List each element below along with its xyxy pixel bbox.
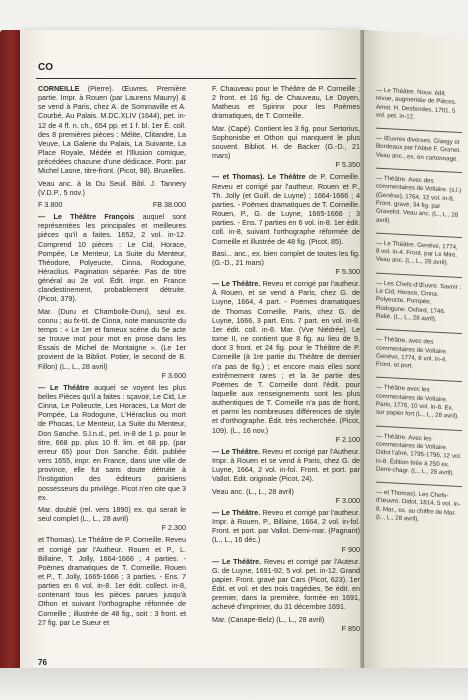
- price-value: F 5.350: [335, 160, 360, 170]
- catalog-entry: [212, 487, 360, 505]
- entry-divider: [376, 232, 462, 238]
- right-page: [364, 30, 468, 675]
- entry-heading: — Le Théâtre.: [212, 279, 263, 289]
- entry-text: Reveu et corrigé par l'autheur. À Rouen, et se vend à Paris, chez G. de Luyne, 1664, 4 part. - Poëmes dramatiques de Thomas Corneille. Paris, chez G. de Luyne, 1666, 3 part. Ens. 7 part. en vol. in-8. 1er édit. coll. in-8. Mar. (Vve Niédrée). Le tome II, ne contient que 8 fig. au lieu de 9, dont 3 front. et 24 fig. pour le Théâtre de P. Corneille (à 1re partie du Théâtre de dernier n'a pas de fig.) ; et encore mais elles sont extrêmement rares ; et la 3e partie des Poëmes de T. Corneille dont l'édit. pour laquelle aux renseignements sont les plus authentiques de T. Corneille n'a pas de front, et parmi les nombreuses différences de style et d'orthographe. Édit. très recherchée. (Picot, 109). (L., 16 nov.): [212, 279, 360, 435]
- price-row: [212, 160, 360, 169]
- catalog-entry: [38, 212, 186, 304]
- entry-divider: [376, 272, 462, 278]
- entry-heading: — et Thomas). Le Théâtre: [212, 172, 309, 182]
- entry-divider: [376, 377, 462, 383]
- price-value: F 5.300: [335, 266, 360, 276]
- entry-heading: CORNEILLE: [38, 84, 88, 93]
- entry-text: Basi... anc., ex. bien complet de toutes les fig. (G.-D., 21 mars): [212, 248, 360, 267]
- catalog-entry: [212, 557, 360, 612]
- right-page-entry: — Théâtre avec les commentaires de Voltaire. Paris, 1776, 10 vol. in-8. Ex. sur papier fort (L., L., 28 avril).: [376, 384, 459, 421]
- right-page-entry: — Le Théâtre. Nouv. édit. revue, augmentée de Pièces. Amst. H. Desbordes, 1701, 5 vol. pet. in-12.: [376, 86, 457, 121]
- entry-text: Mar. (Duru et Chambolle-Duru), seul ex. connu ; au fx-tit. de Cinna, note manuscrite du temps : « Le 1er et fameux scène du 5e acte se trouve mot pour mot en prose dans les Essais de Michel de Montaigne ». (Le 1er provient de la Bibliot. Potier, le second de B. Fillon) (L., L., 28 avril): [38, 306, 186, 371]
- entry-heading: — Le Théâtre.: [212, 556, 264, 566]
- entry-text: auquel se voyent les plus belles Pièces qu'il a faites : sçavoir, Le Cid, Le Cinna, Le Polieucte, Les Horaces, La Mort de Pompée, La Rodogune, L'Héraclius ou mort de Phocas, Le Menteur, La Suite du Menteur, Don Sanche. S.l.n.d., pet. in-8 de 1 p. pour le titre, 668 pp. plus 10 ff. lim. et 68 pp. (par erreur 65) pour Don Sanche. Édit. publiée vers 1655, impr. en France, dans une ville de province, elle fut sans doute détruite à l'instigation des éditeurs parisiens possesseurs du privilège. Picot n'en cite que 3 ex.: [38, 382, 186, 502]
- entry-text: F. Chauveau pour le Théâtre de P. Corneille ; 2 front. et 16 fig. de Chauveau, Le Doyen, Matheus et Spirinx pour les Poèmes dramatiques, de T. Corneille.: [212, 84, 360, 121]
- price-value: FB 38.000: [152, 199, 186, 209]
- catalog-entry: [212, 508, 360, 554]
- right-column: [212, 84, 360, 636]
- catalog-entry: [212, 124, 360, 170]
- entry-text: et Thomas). Le Théâtre de P. Corneille. Reveu et corrigé par l'Autheur. Rouen et P., L. Billaine, T. Jolly, 1664-1666 ; 4 parties. - Poëmes dramatiques de T. Corneille. Rouen et P., T. Jolly, 1665-1666 ; 3 parties. - Ens. 7 parties en 6 vol. in-8. 1er édit. collect. in-8, contenant tous les pièces parues jusqu'à Othon et suivant l'orthographe réformée de Corneille ; illustrée de 48 fig., soit : 3 front. et 27 fig. par Le Sueur et: [38, 535, 186, 627]
- entry-text: (Pierre). Œuvres. Première partie. Impr. à Rouen (par Laurens Maurry) & se vend à Paris, chez A. de Sommaville et A. Courbé, Au Palais. M.DC.XLIV (1644), pet. in-12 de 4 ff. n. ch., 654 pp. et 1 f. bl. 1er É. coll. des 8 premières pièces : Mélite, Clitandre, La Veuve, La Galerie du Palais, La Suivante, La Place Royale, Médée et l'Illusion comique, précédées chacune d'une dédicace. Portr. par Michel Lasne, titre-front. (Picot, 98). Bruxelles.: [38, 84, 186, 176]
- catalog-entry: [38, 505, 186, 532]
- price-value: F 3.600: [161, 370, 186, 380]
- price-row: [38, 523, 186, 532]
- entry-text: Veau anc. (L., L., 28 avril): [212, 486, 294, 496]
- price-row: [212, 624, 360, 633]
- entry-text: Mar. (Canape-Belz) (L., L., 28 avril): [212, 614, 325, 624]
- price-row: [212, 435, 360, 444]
- right-page-entry: — Les Chefs-d'Œuvre. Savoir : Le Cid, Horace, Cinna, Polyeucte, Pompée, Rodogune. Oxford, 1746. Relié. (L., L., 28 avril).: [376, 279, 462, 323]
- price-row: [212, 496, 360, 505]
- entry-divider: [376, 482, 462, 488]
- price-row: [212, 545, 360, 554]
- price-row: [38, 371, 186, 380]
- left-column: [38, 84, 186, 630]
- entry-heading: — Le Théâtre François: [38, 212, 143, 222]
- catalog-entry: [212, 84, 360, 121]
- catalog-entry: [212, 172, 360, 245]
- right-page-column: [376, 87, 462, 532]
- entry-text: Reveu et corrigé par l'Auteur. G. de Luyne, 1691-92, 5 vol. pet. in-12. Grand papier. Front. gravé par Cars (Picot, 623). 1er Édit. et vol. et des trois tragédies, 5e édit. en premier, dans la première, formée en 1691, achevé d'imprimer, du 31 décembre 1691.: [212, 556, 360, 612]
- right-page-entry: — Théâtre. Avec des commentaires de Voltaire. (s.l.) (Genève), 1764, 12 vol. in-8. Front. gravé, 34 fig. par Gravelot. Veau anc. (L., L., 28 avril).: [376, 174, 462, 224]
- entry-heading: — Le Théâtre.: [212, 446, 263, 456]
- entry-text: Mar. (Capé). Contient les 3 fig. pour Sertorius, Sophonisbe et Othon qui manquent le plus souvent. Bibliot. H. de Backer (G.-D., 21 mars): [212, 123, 360, 161]
- catalog-entry: [212, 279, 360, 444]
- entry-divider: [376, 425, 462, 431]
- right-page-entry: — Théâtre. Avec les commentaires de Voltaire. Didot l'aîné, 1795-1796, 12 vol. in-8. Édition tirée à 250 ex. Demi-chagr. (L., L., 28 avril).: [376, 432, 462, 477]
- price-row: [212, 267, 360, 276]
- catalog-entry: [212, 447, 360, 484]
- price-value: F 2.300: [161, 523, 186, 533]
- entry-text: Veau anc. à la Du Seuil. Bibl. J. Tannery (V.D.P., 5 nov.): [38, 178, 186, 197]
- entry-heading: — Le Théâtre.: [212, 507, 263, 517]
- price-value: F 3.000: [335, 495, 360, 505]
- entry-divider: [376, 329, 462, 335]
- catalog-entry: [212, 249, 360, 276]
- catalog-entry: [212, 615, 360, 633]
- entry-text: Reveu et corrigé par l'Autheur. Impr. à Rouen et se vend à Paris, chez G. de Luyne, 1664, 2 vol. in-fol. Front. et port. par Vallot. Edit. originale (Picot, 24).: [212, 446, 360, 484]
- price-left: F 3.800: [38, 199, 63, 209]
- price-value: F 850: [341, 623, 360, 633]
- catalog-entry: [38, 179, 186, 197]
- right-page-entry: — Théâtre, avec des commentaires de Voltaire. Genève, 1774, 8 vol. in-4. Front. et port.: [376, 335, 448, 370]
- table-shadow: [0, 668, 468, 700]
- catalog-entry: [38, 307, 186, 380]
- price-value: F 2.100: [335, 434, 360, 444]
- right-page-entry: — et Thomas). Les Chefs-d'œuvre. Didot, 1814, 5 vol. in-8. Mar., ex. au chiffre de Mar. (L., L., 28 avril).: [376, 488, 461, 523]
- entry-text: auquel sont représentées les principales et meilleures pièces qu'il a faites. 1652, 2 vol. in-12. Comprend 10 pièces : Le Cid, Horace, Pompée, Le Menteur, La Suite du Menteur, Théodore, Polyeucte, Cinna, Rodogune, Héraclius. Pagination séparée. Pas de titre général au 2e vol. Édit. impr. en France clandestinement, probablement détruite. (Picot, 379).: [38, 212, 186, 304]
- catalog-entry: [38, 383, 186, 502]
- entry-text: Reveu et corrigé par l'autheur. Impr. à Rouen, P., Billaine, 1664, 2 vol. in-fol. Front. et port. par Vallot. Demi-mar. (Pagnant) (L., L., 16 déc.): [212, 507, 360, 545]
- entry-text: Mar. doublé (rel. vers 1890) ex. qui serait le seul complet (L., L., 28 avril): [38, 504, 186, 524]
- catalog-entry: [38, 84, 186, 176]
- entry-heading: — Le Théâtre: [38, 382, 94, 392]
- head-rule: [36, 78, 356, 79]
- entry-divider: [376, 128, 462, 134]
- price-row: [38, 200, 186, 209]
- entry-divider: [376, 168, 462, 174]
- entry-text: de P. Corneille. Reveu et corrigé par l'autheur. Rouen et P., Th. Jolly (et Guill. de Luyne) ; 1664-1666 ; 4 parties. - Poëmes dramatiques de T. Corneille. Rouen, P., G. de Luyne, 1665-1666 ; 3 parties. - Ens. 7 parties en 6 vol. in-8. 1er édit. coll. in-8, suivant l'orthographe réformée de Corneille et illustrée de 48 fig. (Picot, 85).: [212, 172, 360, 246]
- catalog-entry: [38, 535, 186, 627]
- page-number: 76: [38, 658, 47, 667]
- right-page-entry: — Le Théâtre. Genève, 1774, 8 vol. in-4. Front. par Le Mire. Veau anc. (L., L., 28 avril).: [376, 239, 458, 267]
- price-value: F 900: [341, 544, 360, 554]
- right-page-entry: — Œuvres diverses. Glasgy et Bordeaux par l'Abbé F. Granet. Veau anc., ex. en cartonnage.: [376, 134, 461, 163]
- running-head: CO: [38, 62, 53, 73]
- catalog-entry: [38, 200, 186, 209]
